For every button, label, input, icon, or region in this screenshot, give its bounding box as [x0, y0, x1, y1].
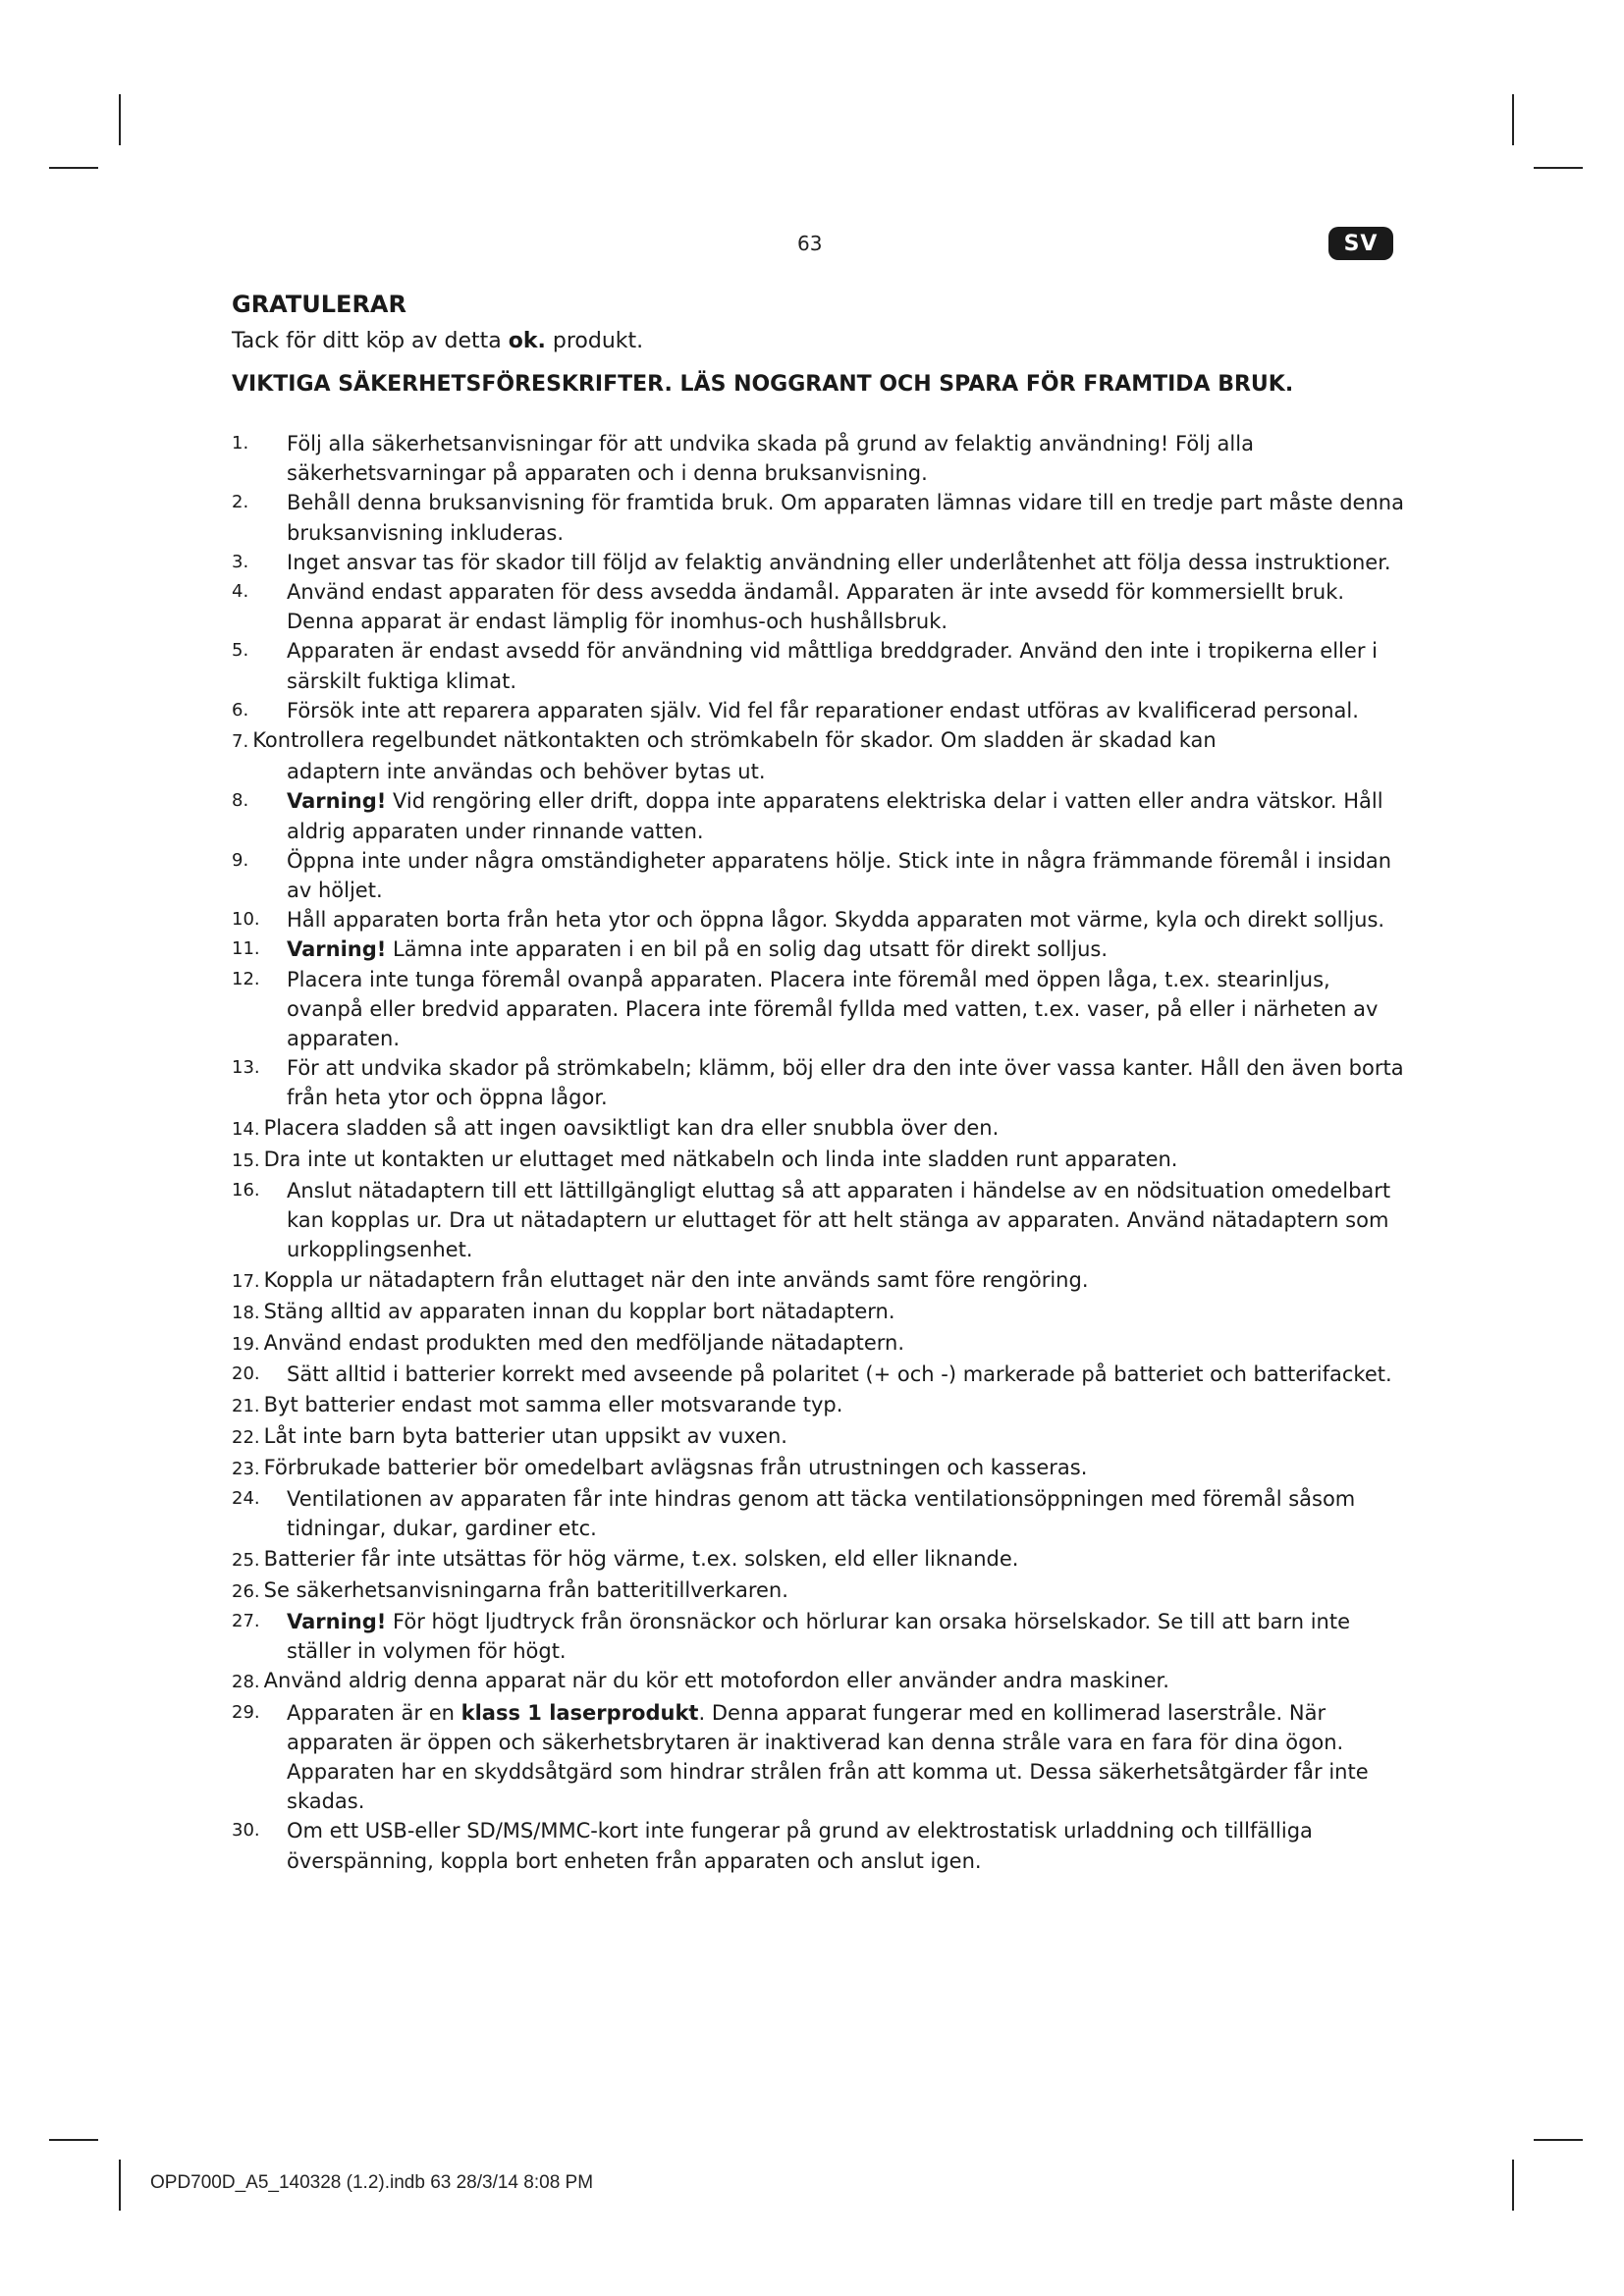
- list-item: [232, 1297, 1408, 1328]
- thanks-after: produkt.: [545, 329, 644, 353]
- page-number: 63: [797, 232, 823, 255]
- item-number: 9.: [232, 849, 249, 871]
- item-number: 19.: [232, 1334, 260, 1356]
- list-item: [232, 696, 1408, 725]
- list-item: [232, 905, 1408, 934]
- thanks-before: Tack för ditt köp av detta: [232, 329, 509, 353]
- item-text: Stäng alltid av apparaten innan du kopplar bort nätadaptern.: [263, 1299, 895, 1323]
- list-item: [232, 725, 1408, 786]
- item-number: 4.: [232, 581, 249, 603]
- list-item: [232, 1328, 1408, 1360]
- item-number: 6.: [232, 699, 249, 721]
- brand-name: ok.: [508, 329, 546, 353]
- item-number: 20.: [232, 1363, 260, 1385]
- emphasis: klass 1 laserprodukt: [460, 1700, 699, 1725]
- item-number: 8.: [232, 790, 249, 812]
- list-item: [232, 1265, 1408, 1297]
- page-title: GRATULERAR: [232, 291, 406, 318]
- list-item: [232, 1145, 1408, 1176]
- list-item: [232, 1544, 1408, 1575]
- item-number: 30.: [232, 1820, 260, 1842]
- item-text: Öppna inte under några omständigheter apparatens hölje. Stick inte in några främmande föremål i insidan av höljet.: [287, 848, 1392, 903]
- item-text: Följ alla säkerhetsanvisningar för att undvika skada på grund av felaktig användning! Följ alla säkerhetsvarningar på apparaten och i denna bruksanvisning.: [287, 432, 1254, 486]
- item-text: Behåll denna bruksanvisning för framtida bruk. Om apparaten lämnas vidare till en tredje part måste denna bruksanvisning inkluderas.: [287, 491, 1404, 545]
- item-number: 13.: [232, 1057, 260, 1079]
- list-item: [232, 934, 1408, 964]
- item-text: Dra inte ut kontakten ur eluttaget med nätkabeln och linda inte sladden runt apparaten.: [263, 1147, 1178, 1171]
- item-text: Låt inte barn byta batterier utan uppsikt av vuxen.: [263, 1423, 787, 1448]
- list-item: [232, 1421, 1408, 1453]
- list-item: [232, 786, 1408, 845]
- item-number: 16.: [232, 1180, 260, 1201]
- item-number: 23.: [232, 1458, 260, 1479]
- item-number: 7.: [232, 731, 249, 753]
- item-text: Apparaten är endast avsedd för användning vid måttliga breddgrader. Använd den inte i tropikerna eller i särskilt fuktiga klimat.: [287, 639, 1378, 693]
- item-text: Lämna inte apparaten i en bil på en solig dag utsatt för direkt solljus.: [386, 937, 1109, 962]
- item-text: Se säkerhetsanvisningarna från batteritillverkaren.: [263, 1577, 788, 1602]
- item-text: Försök inte att reparera apparaten själv. Vid fel får reparationer endast utföras av kvalificerad personal.: [287, 698, 1359, 722]
- list-item: [232, 846, 1408, 905]
- warning-label: Varning!: [287, 789, 387, 814]
- document-body: [232, 290, 1408, 1876]
- print-footer: OPD700D_A5_140328 (1.2).indb 63 28/3/14 8:08 PM: [150, 2172, 594, 2193]
- item-number: 1.: [232, 433, 249, 454]
- item-text: Ventilationen av apparaten får inte hindras genom att täcka ventilationsöppningen med föremål såsom tidningar, dukar, gardiner etc.: [287, 1487, 1356, 1541]
- item-text: För högt ljudtryck från öronsnäckor och hörlurar kan orsaka hörselskador. Se till att barn inte ställer in volymen för högt.: [287, 1609, 1351, 1664]
- item-number: 11.: [232, 938, 260, 960]
- item-text: Placera inte tunga föremål ovanpå apparaten. Placera inte föremål med öppen låga, t.ex. stearinljus, ovanpå eller bredvid apparaten. Placera inte föremål fyllda med vatten, t.ex. vaser, på eller i närheten av apparaten.: [287, 967, 1379, 1051]
- item-number: 10.: [232, 909, 260, 931]
- item-number: 12.: [232, 968, 260, 989]
- crop-mark: [119, 94, 121, 145]
- warning-label: Varning!: [287, 1609, 387, 1633]
- item-text: Håll apparaten borta från heta ytor och öppna lågor. Skydda apparaten mot värme, kyla och direkt solljus.: [287, 908, 1385, 933]
- language-badge: SV: [1328, 227, 1393, 260]
- item-number: 15.: [232, 1149, 260, 1171]
- item-text: Placera sladden så att ingen oavsiktligt kan dra eller snubbla över den.: [263, 1115, 1000, 1140]
- item-text: Batterier får inte utsättas för hög värme, t.ex. solsken, eld eller liknande.: [263, 1546, 1019, 1571]
- list-item: [232, 577, 1408, 636]
- item-number: 14.: [232, 1118, 260, 1140]
- item-text: Inget ansvar tas för skador till följd av felaktig användning eller underlåtenhet att följa dessa instruktioner.: [287, 550, 1391, 574]
- crop-mark: [1534, 2139, 1583, 2141]
- list-item: [232, 1575, 1408, 1607]
- crop-mark: [1512, 94, 1514, 145]
- item-text: . Denna apparat fungerar med en kollimerad laserstråle. När apparaten är öppen och säkerhetsbrytaren är inaktiverad kan denna stråle vara en fara för dina ögon. Apparaten har en skyddsåtgärd som hindrar strålen från att komma ut. Dessa säkerhetsåtgärder får inte skadas.: [287, 1700, 1369, 1814]
- item-number: 18.: [232, 1302, 260, 1323]
- item-number: 5.: [232, 640, 249, 662]
- item-number: 28.: [232, 1672, 260, 1693]
- thanks-line: [232, 327, 1408, 356]
- list-item: [232, 1607, 1408, 1666]
- list-item: [232, 1113, 1408, 1145]
- list-item: [232, 1666, 1408, 1697]
- list-item: [232, 429, 1408, 488]
- list-item: [232, 1453, 1408, 1484]
- item-text: Byt batterier endast mot samma eller motsvarande typ.: [263, 1392, 843, 1416]
- safety-heading: VIKTIGA SÄKERHETSFÖRESKRIFTER. LÄS NOGGRANT OCH SPARA FÖR FRAMTIDA BRUK.: [232, 372, 1294, 397]
- crop-mark: [1512, 2160, 1514, 2211]
- item-text: Använd aldrig denna apparat när du kör ett motofordon eller använder andra maskiner.: [263, 1669, 1169, 1693]
- item-text: Vid rengöring eller drift, doppa inte apparatens elektriska delar i vatten eller andra vätskor. Håll aldrig apparaten under rinnande vatten.: [287, 789, 1383, 843]
- item-number: 2.: [232, 492, 249, 513]
- safety-instructions-list: [232, 429, 1408, 1876]
- item-text: Kontrollera regelbundet nätkontakten och strömkabeln för skador. Om sladden är skadad kan: [252, 728, 1217, 753]
- item-number: 21.: [232, 1395, 260, 1416]
- crop-mark: [49, 167, 98, 169]
- list-item: [232, 965, 1408, 1054]
- item-text: Anslut nätadaptern till ett lättillgängligt eluttag så att apparaten i händelse av en nödsituation omedelbart kan kopplas ur. Dra ut nätadaptern ur eluttaget för att helt stänga av apparaten. Använd nätadaptern som urkopplingsenhet.: [287, 1179, 1391, 1262]
- item-number: 25.: [232, 1549, 260, 1571]
- list-item: [232, 548, 1408, 577]
- item-number: 27.: [232, 1610, 260, 1631]
- list-item: [232, 1816, 1408, 1875]
- item-text: Sätt alltid i batterier korrekt med avseende på polaritet (+ och -) markerade på batteriet och batterifacket.: [287, 1362, 1392, 1387]
- crop-mark: [1534, 167, 1583, 169]
- item-text: Förbrukade batterier bör omedelbart avlägsnas från utrustningen och kasseras.: [263, 1455, 1088, 1479]
- list-item: [232, 1484, 1408, 1543]
- item-number: 24.: [232, 1488, 260, 1510]
- list-item: [232, 1360, 1408, 1389]
- item-number: 3.: [232, 551, 249, 572]
- crop-mark: [119, 2160, 121, 2211]
- item-text: Koppla ur nätadaptern från eluttaget när den inte används samt före rengöring.: [263, 1267, 1089, 1292]
- item-text: För att undvika skador på strömkabeln; klämm, böj eller dra den inte över vassa kanter. Håll den även borta från heta ytor och öppna lågor.: [287, 1056, 1404, 1110]
- list-item: [232, 1390, 1408, 1421]
- item-number: 26.: [232, 1580, 260, 1602]
- item-text-lead: Apparaten är en: [287, 1700, 461, 1725]
- list-item: [232, 1053, 1408, 1112]
- item-text: Använd endast apparaten för dess avsedda ändamål. Apparaten är inte avsedd för kommersiellt bruk. Denna apparat är endast lämplig för inomhus-och hushållsbruk.: [287, 580, 1345, 634]
- item-text: Om ett USB-eller SD/MS/MMC-kort inte fungerar på grund av elektrostatisk urladdning och tillfälliga överspänning, koppla bort enheten från apparaten och anslut igen.: [287, 1819, 1313, 1873]
- list-item: [232, 636, 1408, 695]
- item-text-continued: adaptern inte användas och behöver bytas ut.: [287, 760, 766, 784]
- item-number: 29.: [232, 1701, 260, 1723]
- crop-mark: [49, 2139, 98, 2141]
- item-number: 17.: [232, 1270, 260, 1292]
- warning-label: Varning!: [287, 937, 387, 962]
- item-text: Använd endast produkten med den medföljande nätadaptern.: [263, 1331, 905, 1356]
- list-item: [232, 1698, 1408, 1817]
- item-number: 22.: [232, 1426, 260, 1448]
- list-item: [232, 1176, 1408, 1265]
- list-item: [232, 488, 1408, 547]
